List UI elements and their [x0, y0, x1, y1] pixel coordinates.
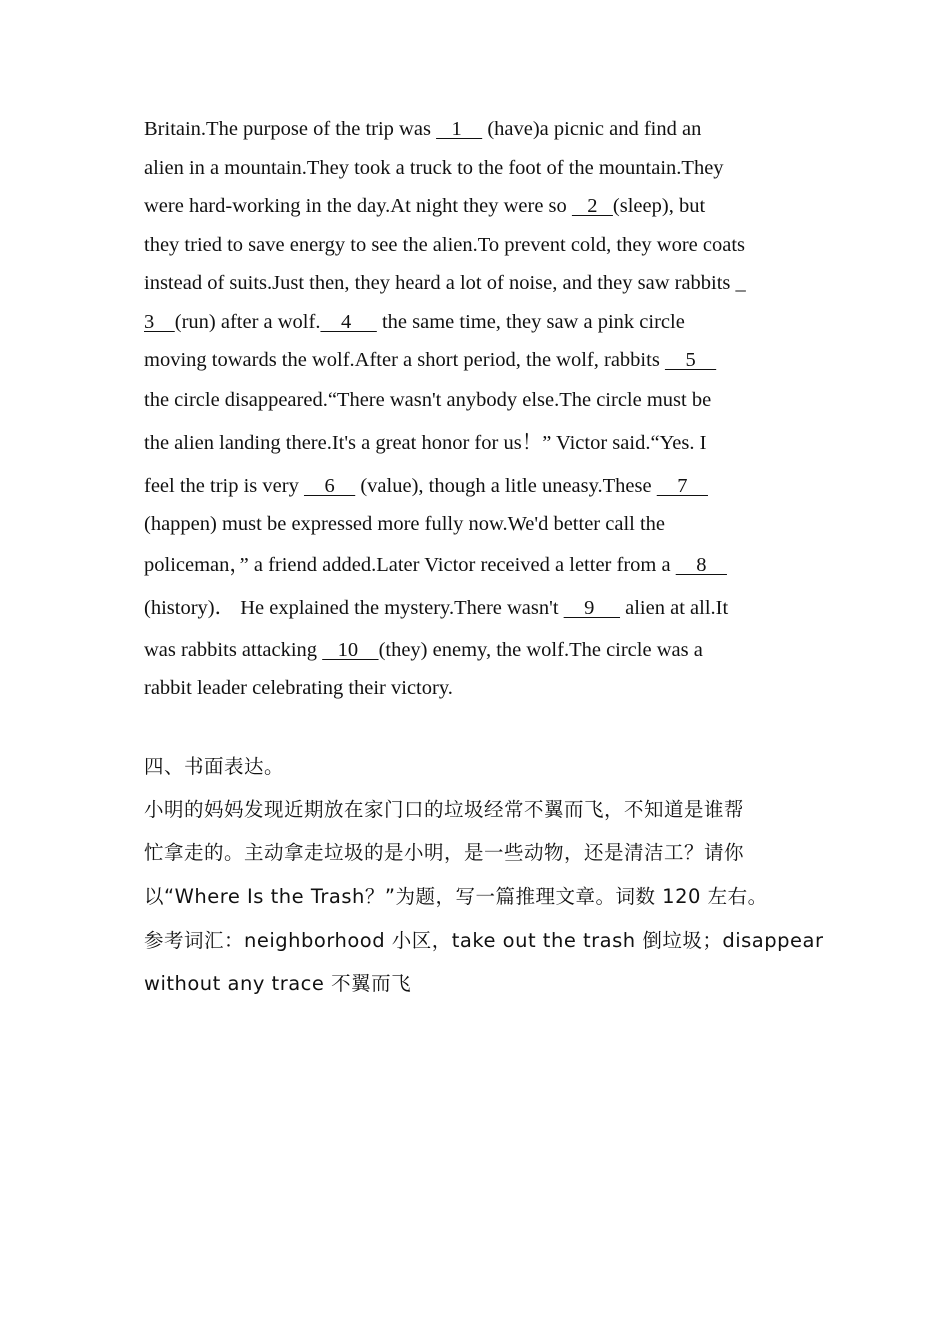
blank-3[interactable]: 3	[144, 311, 175, 333]
text: rabbit leader celebrating their victory.	[144, 677, 453, 699]
blank-3-start[interactable]: _	[735, 272, 746, 294]
passage-line-6	[144, 310, 685, 334]
passage-line-11	[144, 512, 665, 536]
blank-9[interactable]: 9	[563, 597, 621, 619]
blank-5[interactable]: 5	[664, 349, 717, 371]
text: the same time, they saw a pink circle	[376, 311, 685, 333]
writing-prompt-line-1: 小明的妈妈发现近期放在家门口的垃圾经常不翼而飞，不知道是谁帮	[144, 798, 745, 821]
text: (run) after a wolf.	[174, 311, 321, 333]
text: (happen) must be expressed more fully now.We'd better call the	[144, 513, 666, 535]
passage-line-13	[144, 596, 728, 620]
text: was rabbits attacking	[144, 639, 323, 661]
passage-line-7	[144, 348, 716, 372]
text: feel the trip is very	[144, 475, 304, 497]
text: (they) enemy, the wolf.The circle was a	[378, 639, 703, 661]
passage-line-3	[144, 194, 705, 218]
blank-4[interactable]: 4	[320, 311, 377, 333]
text: moving towards the wolf.After a short period, the wolf, rabbits	[144, 349, 665, 371]
passage-line-12	[144, 553, 727, 577]
blank-6[interactable]: 6	[303, 475, 356, 497]
blank-1[interactable]: 1	[436, 118, 483, 140]
blank-7[interactable]: 7	[656, 475, 708, 497]
passage-line-14	[144, 638, 703, 662]
text: (history)． He explained the mystery.There wasn't	[144, 597, 564, 619]
text: the alien landing there.It's a great honor for us！” Victor said.“Yes. I	[144, 432, 707, 454]
passage-line-5	[144, 271, 746, 295]
text: were hard-working in the day.At night they were so	[144, 195, 572, 217]
text: the circle disappeared.“There wasn't anybody else.The circle must be	[144, 389, 712, 411]
passage-line-10	[144, 474, 708, 498]
writing-prompt-line-5: without any trace 不翼而飞	[144, 972, 412, 995]
text: (have)a picnic and find an	[482, 118, 702, 140]
blank-10[interactable]: 10	[322, 639, 379, 661]
writing-prompt-line-3: 以“Where Is the Trash？”为题，写一篇推理文章。词数 120 左右。	[144, 885, 768, 908]
passage-line-15	[144, 676, 453, 700]
passage-line-8	[144, 388, 711, 412]
section-heading: 四、书面表达。	[144, 755, 285, 778]
text: policeman，” a friend added.Later Victor received a letter from a	[144, 554, 676, 576]
text: Britain.The purpose of the trip was	[144, 118, 437, 140]
text: instead of suits.Just then, they heard a lot of noise, and they saw rabbits	[144, 272, 736, 294]
passage-line-4	[144, 233, 745, 257]
text: (value), though a litle uneasy.These	[355, 475, 657, 497]
text: alien in a mountain.They took a truck to the foot of the mountain.They	[144, 157, 724, 179]
passage-line-9	[144, 431, 706, 455]
text: (sleep), but	[612, 195, 706, 217]
text: they tried to save energy to see the alien.To prevent cold, they wore coats	[144, 234, 746, 256]
blank-8[interactable]: 8	[675, 554, 727, 576]
blank-2[interactable]: 2	[571, 195, 613, 217]
writing-prompt-line-4: 参考词汇：neighborhood 小区，take out the trash 倒垃圾；disappear	[144, 929, 824, 952]
passage-line-1	[144, 117, 701, 141]
text: alien at all.It	[620, 597, 729, 619]
writing-prompt-line-2: 忙拿走的。主动拿走垃圾的是小明，是一些动物，还是清洁工？请你	[144, 841, 745, 864]
passage-line-2	[144, 156, 724, 180]
